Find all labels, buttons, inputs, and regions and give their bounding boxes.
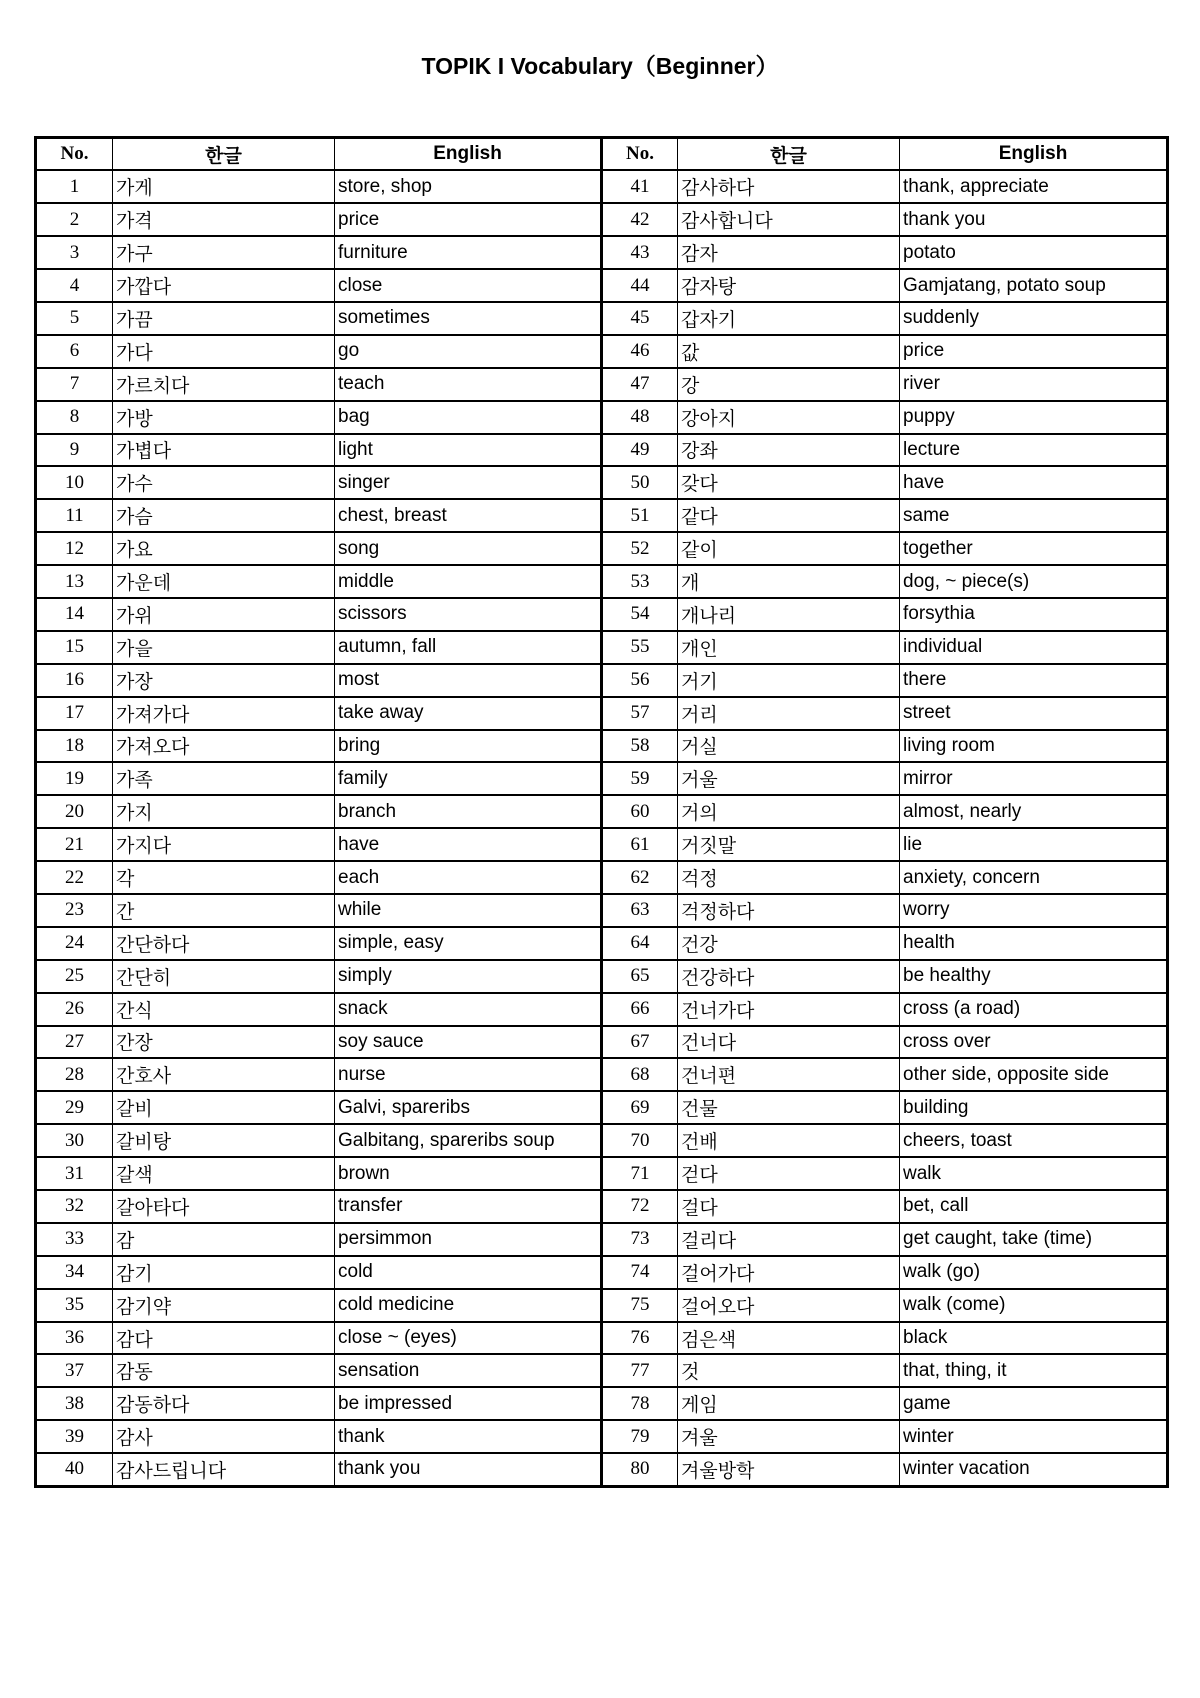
table-row <box>36 1091 1168 1124</box>
english-meaning: bet, call <box>900 1190 1168 1223</box>
english-meaning: simple, easy <box>335 927 602 960</box>
word-number: 35 <box>36 1289 113 1322</box>
english-meaning: street <box>900 697 1168 730</box>
english-meaning: have <box>900 466 1168 499</box>
table-row <box>36 795 1168 828</box>
word-number: 43 <box>602 236 678 269</box>
word-number: 18 <box>36 730 113 763</box>
english-meaning: almost, nearly <box>900 795 1168 828</box>
word-number: 52 <box>602 532 678 565</box>
korean-word: 것 <box>678 1354 900 1387</box>
table-row <box>36 565 1168 598</box>
table-header-row <box>36 138 1168 171</box>
word-number: 46 <box>602 335 678 368</box>
english-meaning: living room <box>900 730 1168 763</box>
english-meaning: persimmon <box>335 1223 602 1256</box>
korean-word: 가구 <box>113 236 335 269</box>
table-row <box>36 1453 1168 1486</box>
english-meaning: there <box>900 664 1168 697</box>
korean-word: 강 <box>678 368 900 401</box>
korean-word: 감동 <box>113 1354 335 1387</box>
english-meaning: thank, appreciate <box>900 170 1168 203</box>
word-number: 26 <box>36 993 113 1026</box>
english-meaning: lecture <box>900 434 1168 467</box>
english-meaning: song <box>335 532 602 565</box>
word-number: 4 <box>36 269 113 302</box>
word-number: 37 <box>36 1354 113 1387</box>
english-meaning: anxiety, concern <box>900 861 1168 894</box>
word-number: 45 <box>602 302 678 335</box>
table-row <box>36 828 1168 861</box>
korean-word: 가르치다 <box>113 368 335 401</box>
word-number: 69 <box>602 1091 678 1124</box>
word-number: 5 <box>36 302 113 335</box>
korean-word: 간단히 <box>113 960 335 993</box>
word-number: 71 <box>602 1157 678 1190</box>
header-no: No. <box>36 138 113 171</box>
korean-word: 갈비 <box>113 1091 335 1124</box>
table-row <box>36 631 1168 664</box>
table-row <box>36 401 1168 434</box>
word-number: 70 <box>602 1124 678 1157</box>
english-meaning: that, thing, it <box>900 1354 1168 1387</box>
word-number: 10 <box>36 466 113 499</box>
word-number: 64 <box>602 927 678 960</box>
table-row <box>36 1256 1168 1289</box>
english-meaning: middle <box>335 565 602 598</box>
table-row <box>36 1124 1168 1157</box>
english-meaning: other side, opposite side <box>900 1058 1168 1091</box>
english-meaning: branch <box>335 795 602 828</box>
english-meaning: scissors <box>335 598 602 631</box>
word-number: 54 <box>602 598 678 631</box>
korean-word: 가끔 <box>113 302 335 335</box>
word-number: 62 <box>602 861 678 894</box>
english-meaning: cheers, toast <box>900 1124 1168 1157</box>
header-korean: 한글 <box>678 138 900 171</box>
header-english: English <box>900 138 1168 171</box>
english-meaning: winter <box>900 1420 1168 1453</box>
english-meaning: take away <box>335 697 602 730</box>
english-meaning: lie <box>900 828 1168 861</box>
word-number: 13 <box>36 565 113 598</box>
korean-word: 가운데 <box>113 565 335 598</box>
english-meaning: while <box>335 894 602 927</box>
english-meaning: light <box>335 434 602 467</box>
table-row <box>36 1289 1168 1322</box>
word-number: 32 <box>36 1190 113 1223</box>
word-number: 56 <box>602 664 678 697</box>
korean-word: 거기 <box>678 664 900 697</box>
table-row <box>36 434 1168 467</box>
word-number: 51 <box>602 499 678 532</box>
korean-word: 걸어오다 <box>678 1289 900 1322</box>
english-meaning: dog, ~ piece(s) <box>900 565 1168 598</box>
korean-word: 가수 <box>113 466 335 499</box>
word-number: 74 <box>602 1256 678 1289</box>
word-number: 34 <box>36 1256 113 1289</box>
word-number: 39 <box>36 1420 113 1453</box>
table-row <box>36 1420 1168 1453</box>
word-number: 80 <box>602 1453 678 1486</box>
word-number: 65 <box>602 960 678 993</box>
english-meaning: health <box>900 927 1168 960</box>
korean-word: 개나리 <box>678 598 900 631</box>
table-row <box>36 1058 1168 1091</box>
header-english: English <box>335 138 602 171</box>
table-row <box>36 335 1168 368</box>
word-number: 6 <box>36 335 113 368</box>
table-row <box>36 466 1168 499</box>
word-number: 29 <box>36 1091 113 1124</box>
korean-word: 감사합니다 <box>678 203 900 236</box>
english-meaning: chest, breast <box>335 499 602 532</box>
korean-word: 건너다 <box>678 1026 900 1059</box>
table-row <box>36 1322 1168 1355</box>
table-row <box>36 664 1168 697</box>
word-number: 30 <box>36 1124 113 1157</box>
word-number: 72 <box>602 1190 678 1223</box>
korean-word: 가족 <box>113 762 335 795</box>
korean-word: 갈비탕 <box>113 1124 335 1157</box>
korean-word: 간호사 <box>113 1058 335 1091</box>
english-meaning: price <box>335 203 602 236</box>
word-number: 59 <box>602 762 678 795</box>
korean-word: 감기 <box>113 1256 335 1289</box>
korean-word: 감사드립니다 <box>113 1453 335 1486</box>
english-meaning: forsythia <box>900 598 1168 631</box>
english-meaning: bag <box>335 401 602 434</box>
korean-word: 감동하다 <box>113 1387 335 1420</box>
korean-word: 가을 <box>113 631 335 664</box>
english-meaning: same <box>900 499 1168 532</box>
vocabulary-table <box>34 136 1169 1488</box>
korean-word: 가지다 <box>113 828 335 861</box>
korean-word: 겨울방학 <box>678 1453 900 1486</box>
korean-word: 가깝다 <box>113 269 335 302</box>
korean-word: 가요 <box>113 532 335 565</box>
english-meaning: brown <box>335 1157 602 1190</box>
english-meaning: walk (come) <box>900 1289 1168 1322</box>
korean-word: 건배 <box>678 1124 900 1157</box>
korean-word: 가장 <box>113 664 335 697</box>
english-meaning: thank you <box>335 1453 602 1486</box>
korean-word: 거짓말 <box>678 828 900 861</box>
table-row <box>36 697 1168 730</box>
korean-word: 값 <box>678 335 900 368</box>
english-meaning: bring <box>335 730 602 763</box>
korean-word: 같다 <box>678 499 900 532</box>
english-meaning: snack <box>335 993 602 1026</box>
word-number: 41 <box>602 170 678 203</box>
korean-word: 간단하다 <box>113 927 335 960</box>
english-meaning: river <box>900 368 1168 401</box>
korean-word: 걱정 <box>678 861 900 894</box>
word-number: 67 <box>602 1026 678 1059</box>
word-number: 3 <box>36 236 113 269</box>
english-meaning: singer <box>335 466 602 499</box>
word-number: 31 <box>36 1157 113 1190</box>
english-meaning: Galvi, spareribs <box>335 1091 602 1124</box>
korean-word: 간 <box>113 894 335 927</box>
korean-word: 감사 <box>113 1420 335 1453</box>
english-meaning: individual <box>900 631 1168 664</box>
english-meaning: thank <box>335 1420 602 1453</box>
word-number: 66 <box>602 993 678 1026</box>
table-row <box>36 532 1168 565</box>
english-meaning: most <box>335 664 602 697</box>
korean-word: 가다 <box>113 335 335 368</box>
english-meaning: Gamjatang, potato soup <box>900 269 1168 302</box>
word-number: 7 <box>36 368 113 401</box>
word-number: 57 <box>602 697 678 730</box>
word-number: 19 <box>36 762 113 795</box>
english-meaning: transfer <box>335 1190 602 1223</box>
korean-word: 가위 <box>113 598 335 631</box>
korean-word: 걷다 <box>678 1157 900 1190</box>
word-number: 44 <box>602 269 678 302</box>
table-row <box>36 894 1168 927</box>
korean-word: 감사하다 <box>678 170 900 203</box>
korean-word: 가방 <box>113 401 335 434</box>
english-meaning: be healthy <box>900 960 1168 993</box>
english-meaning: close ~ (eyes) <box>335 1322 602 1355</box>
korean-word: 감자탕 <box>678 269 900 302</box>
word-number: 8 <box>36 401 113 434</box>
english-meaning: worry <box>900 894 1168 927</box>
english-meaning: game <box>900 1387 1168 1420</box>
vocabulary-rows <box>36 170 1168 1486</box>
korean-word: 갑자기 <box>678 302 900 335</box>
english-meaning: black <box>900 1322 1168 1355</box>
word-number: 68 <box>602 1058 678 1091</box>
korean-word: 건물 <box>678 1091 900 1124</box>
word-number: 9 <box>36 434 113 467</box>
word-number: 23 <box>36 894 113 927</box>
table-row <box>36 499 1168 532</box>
english-meaning: nurse <box>335 1058 602 1091</box>
english-meaning: be impressed <box>335 1387 602 1420</box>
table-row <box>36 1354 1168 1387</box>
table-row <box>36 598 1168 631</box>
word-number: 58 <box>602 730 678 763</box>
english-meaning: suddenly <box>900 302 1168 335</box>
english-meaning: teach <box>335 368 602 401</box>
english-meaning: go <box>335 335 602 368</box>
table-row <box>36 861 1168 894</box>
korean-word: 거울 <box>678 762 900 795</box>
english-meaning: simply <box>335 960 602 993</box>
table-row <box>36 960 1168 993</box>
word-number: 17 <box>36 697 113 730</box>
korean-word: 간장 <box>113 1026 335 1059</box>
english-meaning: potato <box>900 236 1168 269</box>
english-meaning: cold <box>335 1256 602 1289</box>
english-meaning: get caught, take (time) <box>900 1223 1168 1256</box>
word-number: 20 <box>36 795 113 828</box>
header-korean: 한글 <box>113 138 335 171</box>
word-number: 42 <box>602 203 678 236</box>
table-row <box>36 1387 1168 1420</box>
korean-word: 갈아타다 <box>113 1190 335 1223</box>
word-number: 11 <box>36 499 113 532</box>
korean-word: 강좌 <box>678 434 900 467</box>
korean-word: 걸다 <box>678 1190 900 1223</box>
korean-word: 강아지 <box>678 401 900 434</box>
word-number: 73 <box>602 1223 678 1256</box>
table-row <box>36 927 1168 960</box>
table-row <box>36 368 1168 401</box>
korean-word: 가격 <box>113 203 335 236</box>
korean-word: 겨울 <box>678 1420 900 1453</box>
korean-word: 갈색 <box>113 1157 335 1190</box>
english-meaning: soy sauce <box>335 1026 602 1059</box>
english-meaning: building <box>900 1091 1168 1124</box>
english-meaning: walk (go) <box>900 1256 1168 1289</box>
word-number: 33 <box>36 1223 113 1256</box>
korean-word: 걸리다 <box>678 1223 900 1256</box>
korean-word: 감다 <box>113 1322 335 1355</box>
english-meaning: winter vacation <box>900 1453 1168 1486</box>
table-row <box>36 1157 1168 1190</box>
header-no: No. <box>602 138 678 171</box>
korean-word: 거의 <box>678 795 900 828</box>
english-meaning: price <box>900 335 1168 368</box>
word-number: 28 <box>36 1058 113 1091</box>
word-number: 49 <box>602 434 678 467</box>
word-number: 21 <box>36 828 113 861</box>
korean-word: 건강하다 <box>678 960 900 993</box>
english-meaning: furniture <box>335 236 602 269</box>
word-number: 75 <box>602 1289 678 1322</box>
korean-word: 가슴 <box>113 499 335 532</box>
table-row <box>36 730 1168 763</box>
korean-word: 걱정하다 <box>678 894 900 927</box>
word-number: 47 <box>602 368 678 401</box>
word-number: 40 <box>36 1453 113 1486</box>
table-row <box>36 170 1168 203</box>
english-meaning: cold medicine <box>335 1289 602 1322</box>
word-number: 60 <box>602 795 678 828</box>
korean-word: 거리 <box>678 697 900 730</box>
word-number: 24 <box>36 927 113 960</box>
english-meaning: Galbitang, spareribs soup <box>335 1124 602 1157</box>
english-meaning: each <box>335 861 602 894</box>
english-meaning: puppy <box>900 401 1168 434</box>
word-number: 76 <box>602 1322 678 1355</box>
english-meaning: together <box>900 532 1168 565</box>
english-meaning: sensation <box>335 1354 602 1387</box>
table-row <box>36 1223 1168 1256</box>
english-meaning: have <box>335 828 602 861</box>
korean-word: 각 <box>113 861 335 894</box>
english-meaning: cross over <box>900 1026 1168 1059</box>
word-number: 27 <box>36 1026 113 1059</box>
english-meaning: cross (a road) <box>900 993 1168 1026</box>
word-number: 2 <box>36 203 113 236</box>
word-number: 55 <box>602 631 678 664</box>
english-meaning: mirror <box>900 762 1168 795</box>
table-row <box>36 269 1168 302</box>
korean-word: 가져오다 <box>113 730 335 763</box>
table-row <box>36 236 1168 269</box>
korean-word: 건너가다 <box>678 993 900 1026</box>
table-row <box>36 203 1168 236</box>
table-row <box>36 993 1168 1026</box>
korean-word: 걸어가다 <box>678 1256 900 1289</box>
english-meaning: store, shop <box>335 170 602 203</box>
korean-word: 건강 <box>678 927 900 960</box>
english-meaning: family <box>335 762 602 795</box>
korean-word: 같이 <box>678 532 900 565</box>
table-row <box>36 302 1168 335</box>
korean-word: 감 <box>113 1223 335 1256</box>
word-number: 48 <box>602 401 678 434</box>
english-meaning: walk <box>900 1157 1168 1190</box>
korean-word: 가볍다 <box>113 434 335 467</box>
korean-word: 감기약 <box>113 1289 335 1322</box>
word-number: 14 <box>36 598 113 631</box>
korean-word: 감자 <box>678 236 900 269</box>
word-number: 12 <box>36 532 113 565</box>
korean-word: 검은색 <box>678 1322 900 1355</box>
word-number: 22 <box>36 861 113 894</box>
english-meaning: thank you <box>900 203 1168 236</box>
word-number: 78 <box>602 1387 678 1420</box>
word-number: 1 <box>36 170 113 203</box>
korean-word: 게임 <box>678 1387 900 1420</box>
korean-word: 가지 <box>113 795 335 828</box>
word-number: 15 <box>36 631 113 664</box>
word-number: 25 <box>36 960 113 993</box>
word-number: 16 <box>36 664 113 697</box>
korean-word: 간식 <box>113 993 335 1026</box>
korean-word: 개 <box>678 565 900 598</box>
word-number: 63 <box>602 894 678 927</box>
korean-word: 가게 <box>113 170 335 203</box>
korean-word: 가져가다 <box>113 697 335 730</box>
korean-word: 갖다 <box>678 466 900 499</box>
korean-word: 건너편 <box>678 1058 900 1091</box>
english-meaning: sometimes <box>335 302 602 335</box>
korean-word: 개인 <box>678 631 900 664</box>
word-number: 61 <box>602 828 678 861</box>
table-row <box>36 1190 1168 1223</box>
table-row <box>36 1026 1168 1059</box>
word-number: 53 <box>602 565 678 598</box>
word-number: 50 <box>602 466 678 499</box>
korean-word: 거실 <box>678 730 900 763</box>
table-row <box>36 762 1168 795</box>
word-number: 77 <box>602 1354 678 1387</box>
word-number: 38 <box>36 1387 113 1420</box>
page-title: TOPIK I Vocabulary（Beginner） <box>421 53 779 79</box>
word-number: 36 <box>36 1322 113 1355</box>
english-meaning: close <box>335 269 602 302</box>
english-meaning: autumn, fall <box>335 631 602 664</box>
word-number: 79 <box>602 1420 678 1453</box>
